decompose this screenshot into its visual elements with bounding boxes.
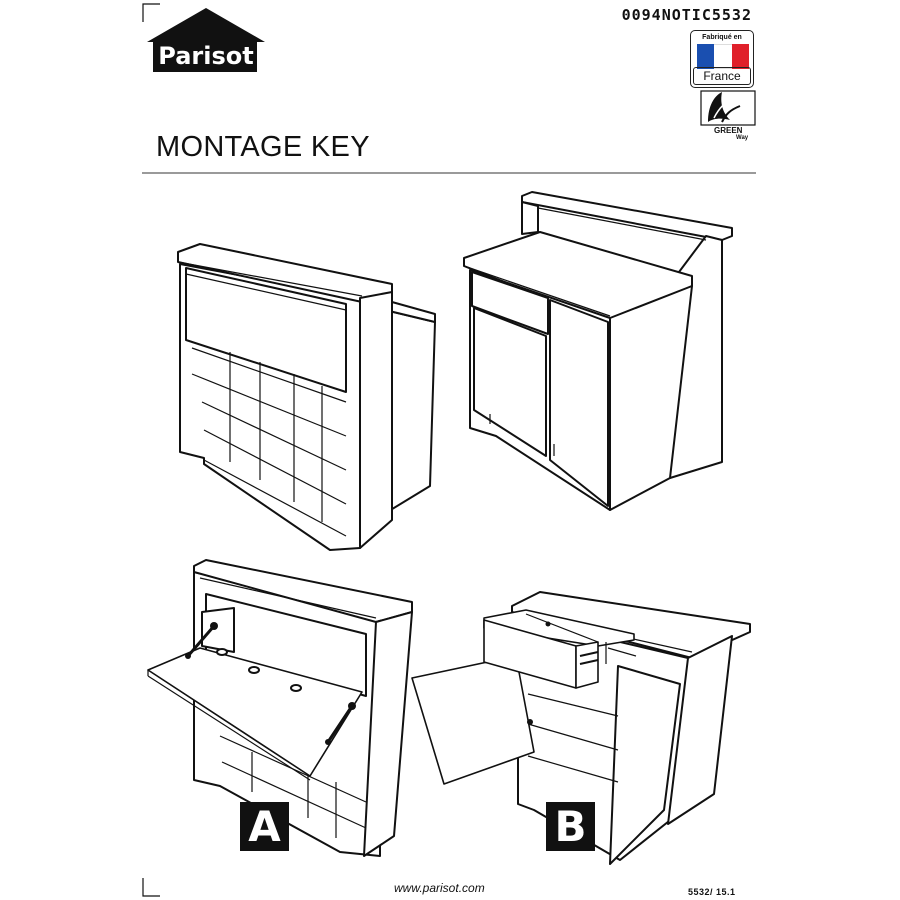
page-title: MONTAGE KEY bbox=[156, 131, 370, 163]
country-label: France bbox=[693, 67, 751, 85]
page-reference: 5532/ 15.1 bbox=[688, 887, 736, 897]
green-leaf-icon bbox=[700, 88, 756, 128]
reference-code: 0094NOTIC5532 bbox=[621, 6, 752, 24]
made-in-label: Fabriqué en bbox=[702, 34, 742, 41]
green-way-badge bbox=[700, 88, 756, 146]
website-url[interactable]: www.parisot.com bbox=[394, 881, 485, 895]
title-divider bbox=[142, 172, 756, 174]
way-label: Way bbox=[736, 135, 749, 141]
brand-name: Parisot bbox=[158, 42, 254, 70]
parisot-logo bbox=[143, 6, 269, 84]
bar-back-view-illustration bbox=[170, 240, 440, 560]
flag-white-band bbox=[714, 44, 731, 69]
french-flag-icon bbox=[697, 44, 749, 69]
step-a-label: A bbox=[240, 802, 289, 851]
made-in-france-badge bbox=[690, 30, 754, 88]
flag-blue-band bbox=[697, 44, 714, 69]
flag-red-band bbox=[732, 44, 749, 69]
step-b-label: B bbox=[546, 802, 595, 851]
green-label: GREEN bbox=[714, 126, 743, 135]
bar-front-view-illustration bbox=[460, 188, 740, 518]
